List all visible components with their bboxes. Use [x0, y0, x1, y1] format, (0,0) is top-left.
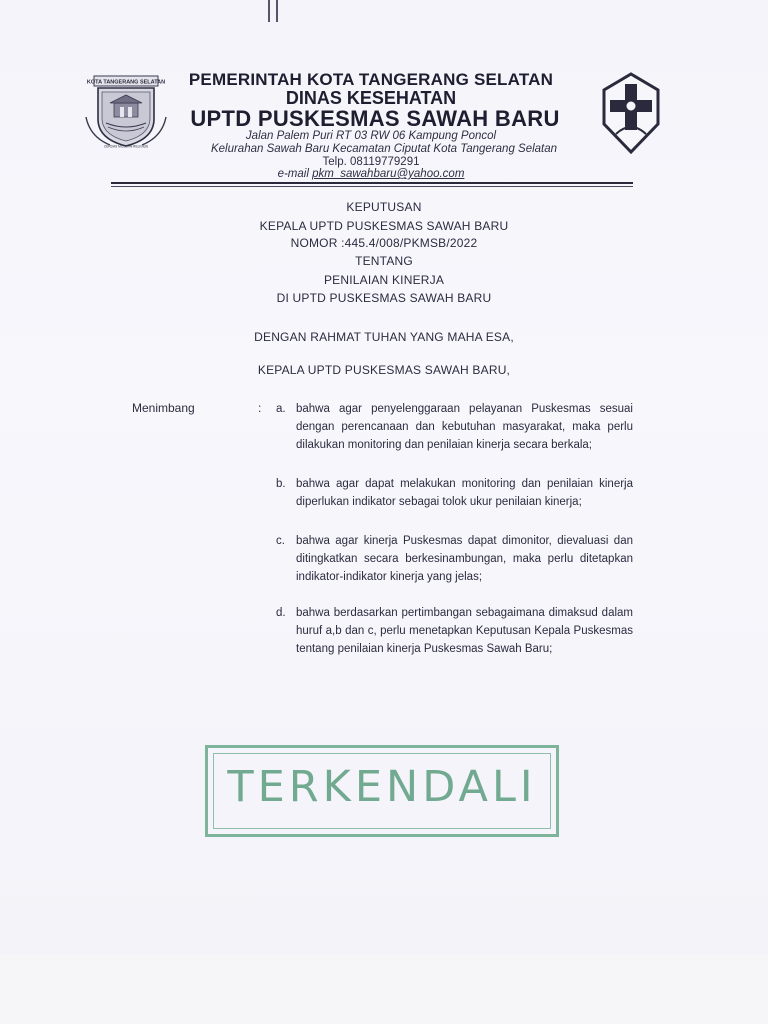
decree-title: KEPUTUSAN	[346, 200, 422, 214]
letterhead-email-line	[176, 168, 566, 180]
considering-item	[276, 475, 636, 533]
considering-colon: :	[258, 401, 262, 415]
crest-motto-text: CERDAS MODERN RELIGIUS	[103, 144, 149, 149]
email-prefix: e-mail	[277, 168, 309, 180]
letterhead-rule-thin	[111, 186, 633, 187]
decree-number: NOMOR :445.4/008/PKMSB/2022	[290, 236, 478, 250]
city-crest-icon	[84, 73, 168, 149]
considering-item	[276, 532, 636, 608]
item-letter: b.	[276, 478, 286, 490]
item-letter: c.	[276, 535, 285, 547]
controlled-stamp	[205, 745, 559, 837]
decree-about: TENTANG	[355, 254, 413, 268]
considering-item	[276, 400, 636, 476]
letterhead-address-2: Kelurahan Sawah Baru Kecamatan Ciputat Kota Tangerang Selatan	[210, 143, 558, 155]
letterhead-unit: UPTD PUSKESMAS SAWAH BARU	[190, 106, 560, 131]
puskesmas-cross-icon	[588, 72, 674, 154]
decree-blessing: DENGAN RAHMAT TUHAN YANG MAHA ESA,	[254, 330, 514, 344]
considering-label: Menimbang	[132, 401, 195, 415]
letterhead-agency: DINAS KESEHATAN	[285, 88, 457, 108]
email-link[interactable]: pkm_sawahbaru@yahoo.com	[312, 168, 465, 180]
considering-item	[276, 604, 636, 680]
item-text: bahwa berdasarkan pertimbangan sebagaimana dimaksud dalam huruf a,b dan c, perlu menetapkan Keputusan Kepala Puskesmas tentang penilaian kinerja Puskesmas Sawah Baru;	[296, 607, 633, 656]
letterhead-phone: Telp. 08119779291	[322, 156, 420, 168]
item-text: bahwa agar kinerja Puskesmas dapat dimonitor, dievaluasi dan ditingkatkan secara berkesinambungan, maka perlu ditetapkan indikator-indikator kinerja yang jelas;	[296, 535, 633, 584]
item-letter: d.	[276, 607, 286, 619]
letterhead-rule-thick	[111, 182, 633, 184]
letterhead-government: PEMERINTAH KOTA TANGERANG SELATAN	[188, 70, 554, 89]
item-letter: a.	[276, 403, 286, 415]
punch-marks	[266, 0, 282, 26]
decree-issuer: KEPALA UPTD PUSKESMAS SAWAH BARU	[259, 219, 509, 233]
decree-location: DI UPTD PUSKESMAS SAWAH BARU	[276, 291, 492, 305]
item-text: bahwa agar dapat melakukan monitoring dan penilaian kinerja diperlukan indikator sebagai tolok ukur penilaian kinerja;	[296, 478, 633, 509]
crest-banner-text: KOTA TANGERANG SELATAN	[86, 79, 166, 86]
stamp-text: TERKENDALI	[227, 762, 537, 812]
letterhead-address-1: Jalan Palem Puri RT 03 RW 06 Kampung Poncol	[245, 130, 497, 142]
decree-subject: PENILAIAN KINERJA	[323, 273, 445, 287]
page-bottom-margin	[0, 955, 768, 1024]
decree-head: KEPALA UPTD PUSKESMAS SAWAH BARU,	[257, 363, 511, 377]
item-text: bahwa agar penyelenggaraan pelayanan Puskesmas sesuai dengan perencanaan dan kebutuhan masyarakat, maka perlu dilakukan monitoring dan penilaian kinerja secara berkala;	[296, 403, 633, 452]
